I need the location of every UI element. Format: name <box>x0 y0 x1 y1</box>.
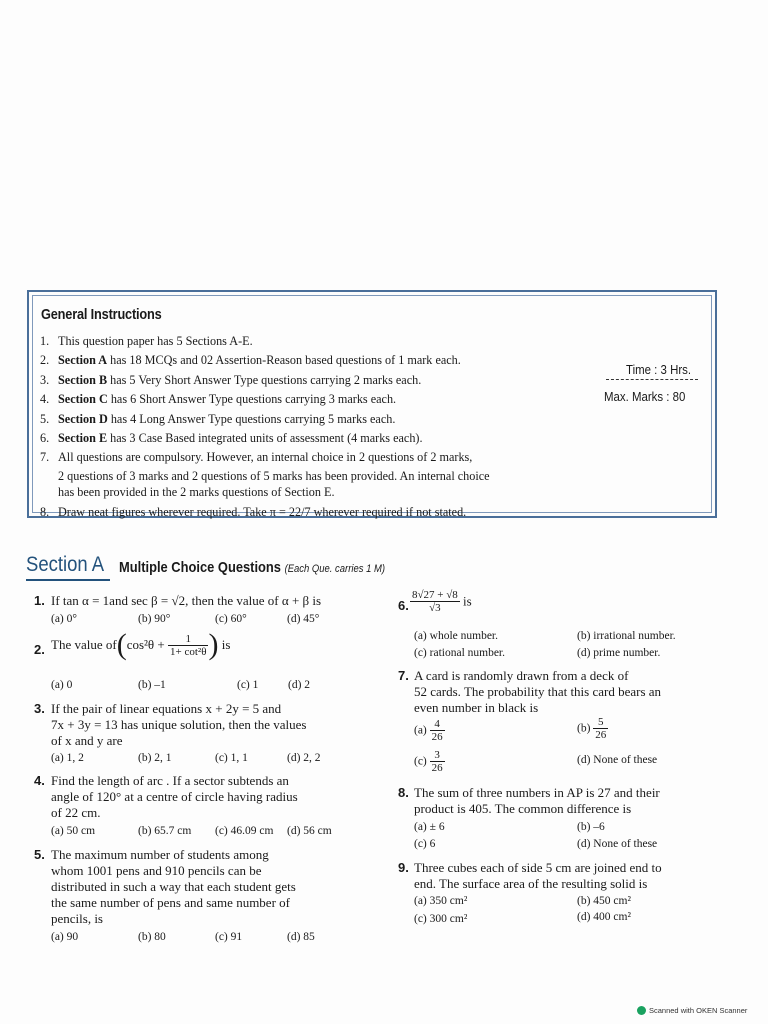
q2-option-b: (b) –1 <box>138 679 166 691</box>
scanner-logo-icon <box>637 1006 646 1015</box>
question-2-text: The value of(cos²θ + $\frac{1}{\text{1+ cot²θ}}$ ) is <box>51 628 231 661</box>
q1-option-b: (b) 90° <box>138 613 171 625</box>
question-8-line-1: The sum of three numbers in AP is 27 and their <box>414 785 660 800</box>
question-number: 2. <box>34 642 45 657</box>
left-paren: ( <box>116 628 127 661</box>
q2-option-a: (a) 0 <box>51 679 73 691</box>
question-8-line-2: product is 405. The common difference is <box>414 801 632 816</box>
q5-option-a: (a) 90 <box>51 931 79 943</box>
section-a-label: Section A <box>26 553 105 576</box>
instruction-item: 6. Section E has 3 Case Based integrated units of assessment (4 marks each). <box>40 431 423 446</box>
q1-option-c: (c) 60° <box>215 613 247 625</box>
fraction: $\frac{1}{\text{1+ cot²θ}}$ <box>170 632 207 658</box>
q9-option-a: (a) 350 cm² <box>414 895 468 907</box>
q1-option-a: (a) 0° <box>51 613 77 625</box>
question-3-line-1: If the pair of linear equations x + 2y = 5 and <box>51 701 282 716</box>
question-5-line-3: distributed in such a way that each student gets <box>51 879 296 894</box>
question-number: 1. <box>34 593 45 608</box>
q1-option-d: (d) 45° <box>287 613 320 625</box>
question-9-line-1: Three cubes each of side 5 cm are joined end to <box>414 860 662 875</box>
right-paren: ) <box>208 628 219 661</box>
q7-option-a: (a) $\frac{4}{26}$ <box>414 718 443 743</box>
question-3-line-3: of x and y are <box>51 733 123 748</box>
instruction-item: 3. Section B has 5 Very Short Answer Type questions carrying 2 marks each. <box>40 372 422 387</box>
max-marks-label: Max. Marks : 80 <box>604 389 686 404</box>
q7-option-b: (b) $\frac{5}{26}$ <box>577 716 607 741</box>
instruction-item: 2. Section A has 18 MCQs and 02 Assertion-Reason based questions of 1 mark each. <box>40 353 461 368</box>
section-a-underline <box>26 579 110 581</box>
q8-option-b: (b) –6 <box>577 821 605 833</box>
q5-option-d: (d) 85 <box>287 931 315 943</box>
instruction-item: 4. Section C has 6 Short Answer Type questions carrying 3 marks each. <box>40 392 397 407</box>
q9-option-d: (d) 400 cm² <box>577 911 631 923</box>
instruction-item: 5. Section D has 4 Long Answer Type questions carrying 5 marks each. <box>40 411 396 426</box>
section-a-note: (Each Que. carries 1 M) <box>284 563 385 575</box>
question-number: 4. <box>34 773 45 788</box>
instructions-list <box>40 332 600 522</box>
q4-option-c: (c) 46.09 cm <box>215 825 274 837</box>
q7-option-d: (d) None of these <box>577 754 658 766</box>
q8-option-d: (d) None of these <box>577 838 658 850</box>
question-7-line-2: 52 cards. The probability that this card bears an <box>414 684 662 699</box>
question-5-line-5: pencils, is <box>51 911 103 926</box>
q3-option-c: (c) 1, 1 <box>215 752 248 764</box>
q8-option-c: (c) 6 <box>414 838 436 850</box>
question-4-line-1: Find the length of arc . If a sector subtends an <box>51 773 289 788</box>
q6-option-a: (a) whole number. <box>414 630 498 642</box>
question-7-line-1: A card is randomly drawn from a deck of <box>414 668 629 683</box>
section-a-title: Multiple Choice Questions (Each Que. carries 1 M) <box>119 559 385 576</box>
q2-option-d: (d) 2 <box>288 679 311 691</box>
scanner-text: Scanned with OKEN Scanner <box>649 1006 748 1015</box>
question-number: 3. <box>34 701 45 716</box>
fraction: $\frac{8√27 + √8}{√3}$ <box>412 589 458 614</box>
q5-option-c: (c) 91 <box>215 931 243 943</box>
fraction: $\frac{3}{26}$ <box>431 749 443 774</box>
question-6-text: $\frac{8√27 + √8}{√3}$ is <box>412 589 472 614</box>
time-label: Time : 3 Hrs. <box>626 362 692 377</box>
q9-option-c: (c) 300 cm² <box>414 913 468 925</box>
q5-option-b: (b) 80 <box>138 931 166 943</box>
q4-option-b: (b) 65.7 cm <box>138 825 192 837</box>
question-number: 5. <box>34 847 45 862</box>
question-5-line-1: The maximum number of students among <box>51 847 269 862</box>
question-3-line-2: 7x + 3y = 13 has unique solution, then the values <box>51 717 307 732</box>
q3-option-d: (d) 2, 2 <box>287 752 321 764</box>
q4-option-a: (a) 50 cm <box>51 825 96 837</box>
dashed-divider <box>606 379 698 380</box>
q6-option-c: (c) rational number. <box>414 647 506 659</box>
question-number: 8. <box>398 785 409 800</box>
q4-option-d: (d) 56 cm <box>287 825 332 837</box>
general-instructions-title: General Instructions <box>41 306 162 323</box>
q8-option-a: (a) ± 6 <box>414 821 445 833</box>
fraction: $\frac{4}{26}$ <box>431 718 443 743</box>
q3-option-a: (a) 1, 2 <box>51 752 84 764</box>
q6-option-d: (d) prime number. <box>577 647 661 659</box>
question-number: 9. <box>398 860 409 875</box>
question-5-line-2: whom 1001 pens and 910 pencils can be <box>51 863 262 878</box>
question-4-line-3: of 22 cm. <box>51 805 101 820</box>
q7-option-c: (c) $\frac{3}{26}$ <box>414 749 443 774</box>
question-1-text: If tan α = 1and sec β = √2, then the value of α + β is <box>51 593 322 608</box>
question-number: 6. <box>398 598 409 613</box>
q2-option-c: (c) 1 <box>237 679 259 691</box>
fraction: $\frac{5}{26}$ <box>595 716 607 741</box>
question-5-line-4: the same number of pens and same number of <box>51 895 290 910</box>
instruction-item: 1. This question paper has 5 Sections A-E. <box>40 334 253 348</box>
question-4-line-2: angle of 120° at a centre of circle having radius <box>51 789 298 804</box>
question-number: 7. <box>398 668 409 683</box>
instruction-item: 8. Draw neat figures wherever required. Take π = 22/7 wherever required if not stated. <box>40 504 467 519</box>
scanner-watermark <box>637 1006 747 1015</box>
question-7-line-3: even number in black is <box>414 700 539 715</box>
q9-option-b: (b) 450 cm² <box>577 895 631 907</box>
q6-option-b: (b) irrational number. <box>577 630 676 642</box>
instruction-item: 7. All questions are compulsory. However, an internal choice in 2 questions of 2 marks, 2 questions of 3 marks and 2 questions of 5 marks has been provided. An internal choice has been provided in the 2 marks questions of Section E. <box>40 450 490 499</box>
question-9-line-2: end. The surface area of the resulting solid is <box>414 876 648 891</box>
q3-option-b: (b) 2, 1 <box>138 752 172 764</box>
